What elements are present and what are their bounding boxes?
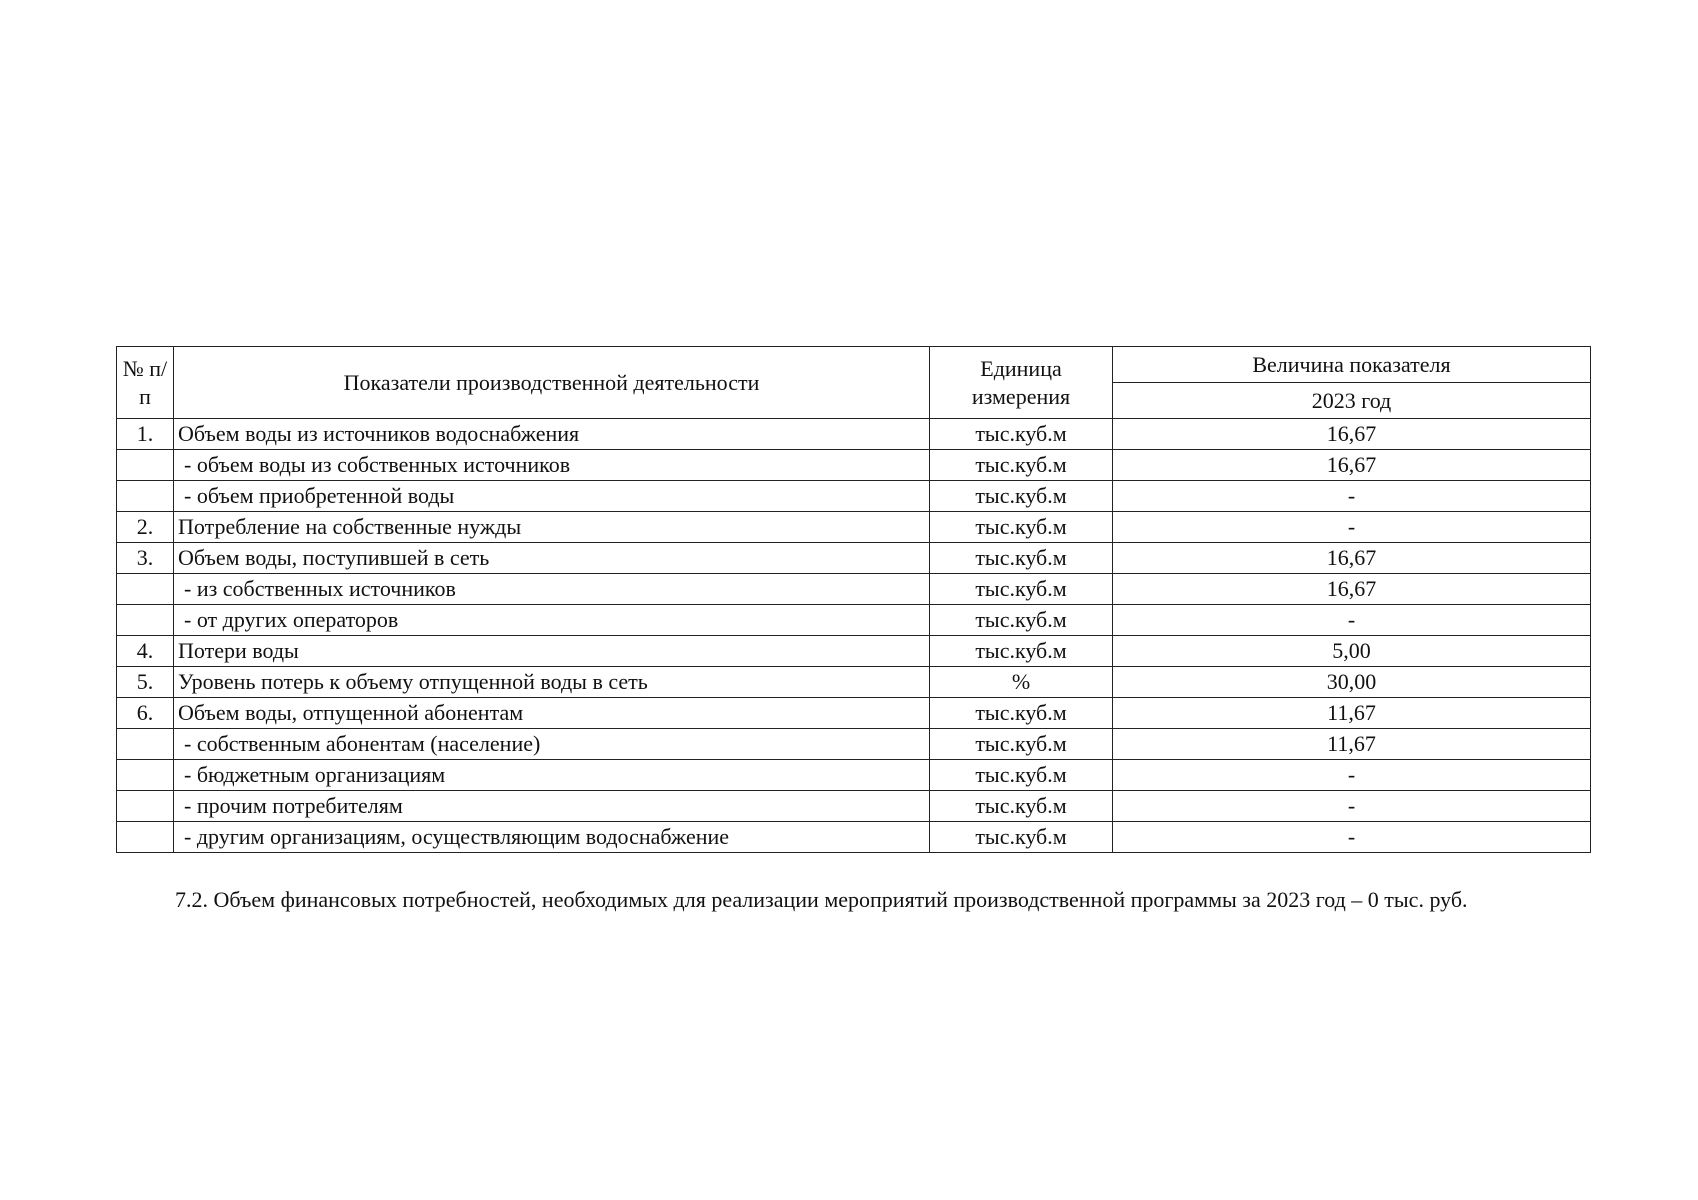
table-row: [117, 698, 1591, 729]
row-indicator-name: Уровень потерь к объему отпущенной воды в сеть: [174, 667, 930, 698]
row-value: -: [1113, 822, 1591, 853]
header-indicator: Показатели производственной деятельности: [174, 347, 930, 419]
row-unit: тыс.куб.м: [930, 791, 1113, 822]
table-row: [117, 574, 1591, 605]
row-indicator-name: - объем воды из собственных источников: [174, 450, 930, 481]
row-number: 6.: [117, 698, 174, 729]
table-row: [117, 822, 1591, 853]
row-unit: тыс.куб.м: [930, 760, 1113, 791]
table-row: [117, 512, 1591, 543]
row-value: 30,00: [1113, 667, 1591, 698]
row-unit: тыс.куб.м: [930, 543, 1113, 574]
row-unit: тыс.куб.м: [930, 574, 1113, 605]
table-body: [117, 419, 1591, 853]
header-number: № п/п: [117, 347, 174, 419]
row-unit: тыс.куб.м: [930, 822, 1113, 853]
row-indicator-name: - от других операторов: [174, 605, 930, 636]
row-number: 2.: [117, 512, 174, 543]
row-number: [117, 760, 174, 791]
row-unit: тыс.куб.м: [930, 419, 1113, 450]
row-value: 16,67: [1113, 574, 1591, 605]
header-year: 2023 год: [1113, 383, 1591, 419]
row-unit: тыс.куб.м: [930, 698, 1113, 729]
row-number: [117, 574, 174, 605]
row-number: [117, 481, 174, 512]
row-indicator-name: - объем приобретенной воды: [174, 481, 930, 512]
table-row: [117, 791, 1591, 822]
row-indicator-name: Потребление на собственные нужды: [174, 512, 930, 543]
row-unit: %: [930, 667, 1113, 698]
table-row: [117, 450, 1591, 481]
row-number: [117, 822, 174, 853]
row-value: 5,00: [1113, 636, 1591, 667]
table-row: [117, 729, 1591, 760]
table-row: [117, 419, 1591, 450]
row-value: 16,67: [1113, 543, 1591, 574]
table-row: [117, 636, 1591, 667]
row-value: -: [1113, 760, 1591, 791]
table-row: [117, 543, 1591, 574]
table-row: [117, 605, 1591, 636]
table-row: [117, 760, 1591, 791]
row-value: 16,67: [1113, 419, 1591, 450]
row-unit: тыс.куб.м: [930, 729, 1113, 760]
row-value: -: [1113, 512, 1591, 543]
financial-needs-note: 7.2. Объем финансовых потребностей, необходимых для реализации мероприятий производственной программы за 2023 год – 0 тыс. руб.: [175, 887, 1468, 912]
production-indicators-table: [116, 346, 1591, 853]
row-value: 11,67: [1113, 729, 1591, 760]
row-unit: тыс.куб.м: [930, 512, 1113, 543]
table-row: [117, 667, 1591, 698]
table-header: [117, 347, 1591, 419]
row-number: [117, 450, 174, 481]
row-unit: тыс.куб.м: [930, 450, 1113, 481]
row-number: 5.: [117, 667, 174, 698]
row-value: 11,67: [1113, 698, 1591, 729]
row-unit: тыс.куб.м: [930, 481, 1113, 512]
row-number: 1.: [117, 419, 174, 450]
header-value-group: Величина показателя: [1113, 347, 1591, 383]
row-indicator-name: Объем воды, поступившей в сеть: [174, 543, 930, 574]
row-indicator-name: Потери воды: [174, 636, 930, 667]
header-row: [117, 347, 1591, 383]
table-row: [117, 481, 1591, 512]
row-number: [117, 605, 174, 636]
row-number: [117, 729, 174, 760]
row-unit: тыс.куб.м: [930, 605, 1113, 636]
row-value: -: [1113, 605, 1591, 636]
header-unit: Единица измерения: [930, 347, 1113, 419]
row-indicator-name: - прочим потребителям: [174, 791, 930, 822]
row-value: 16,67: [1113, 450, 1591, 481]
row-value: -: [1113, 481, 1591, 512]
row-indicator-name: - собственным абонентам (население): [174, 729, 930, 760]
row-number: 4.: [117, 636, 174, 667]
row-unit: тыс.куб.м: [930, 636, 1113, 667]
row-value: -: [1113, 791, 1591, 822]
row-number: [117, 791, 174, 822]
row-indicator-name: Объем воды из источников водоснабжения: [174, 419, 930, 450]
row-indicator-name: - из собственных источников: [174, 574, 930, 605]
row-indicator-name: Объем воды, отпущенной абонентам: [174, 698, 930, 729]
row-number: 3.: [117, 543, 174, 574]
row-indicator-name: - другим организациям, осуществляющим водоснабжение: [174, 822, 930, 853]
row-indicator-name: - бюджетным организациям: [174, 760, 930, 791]
